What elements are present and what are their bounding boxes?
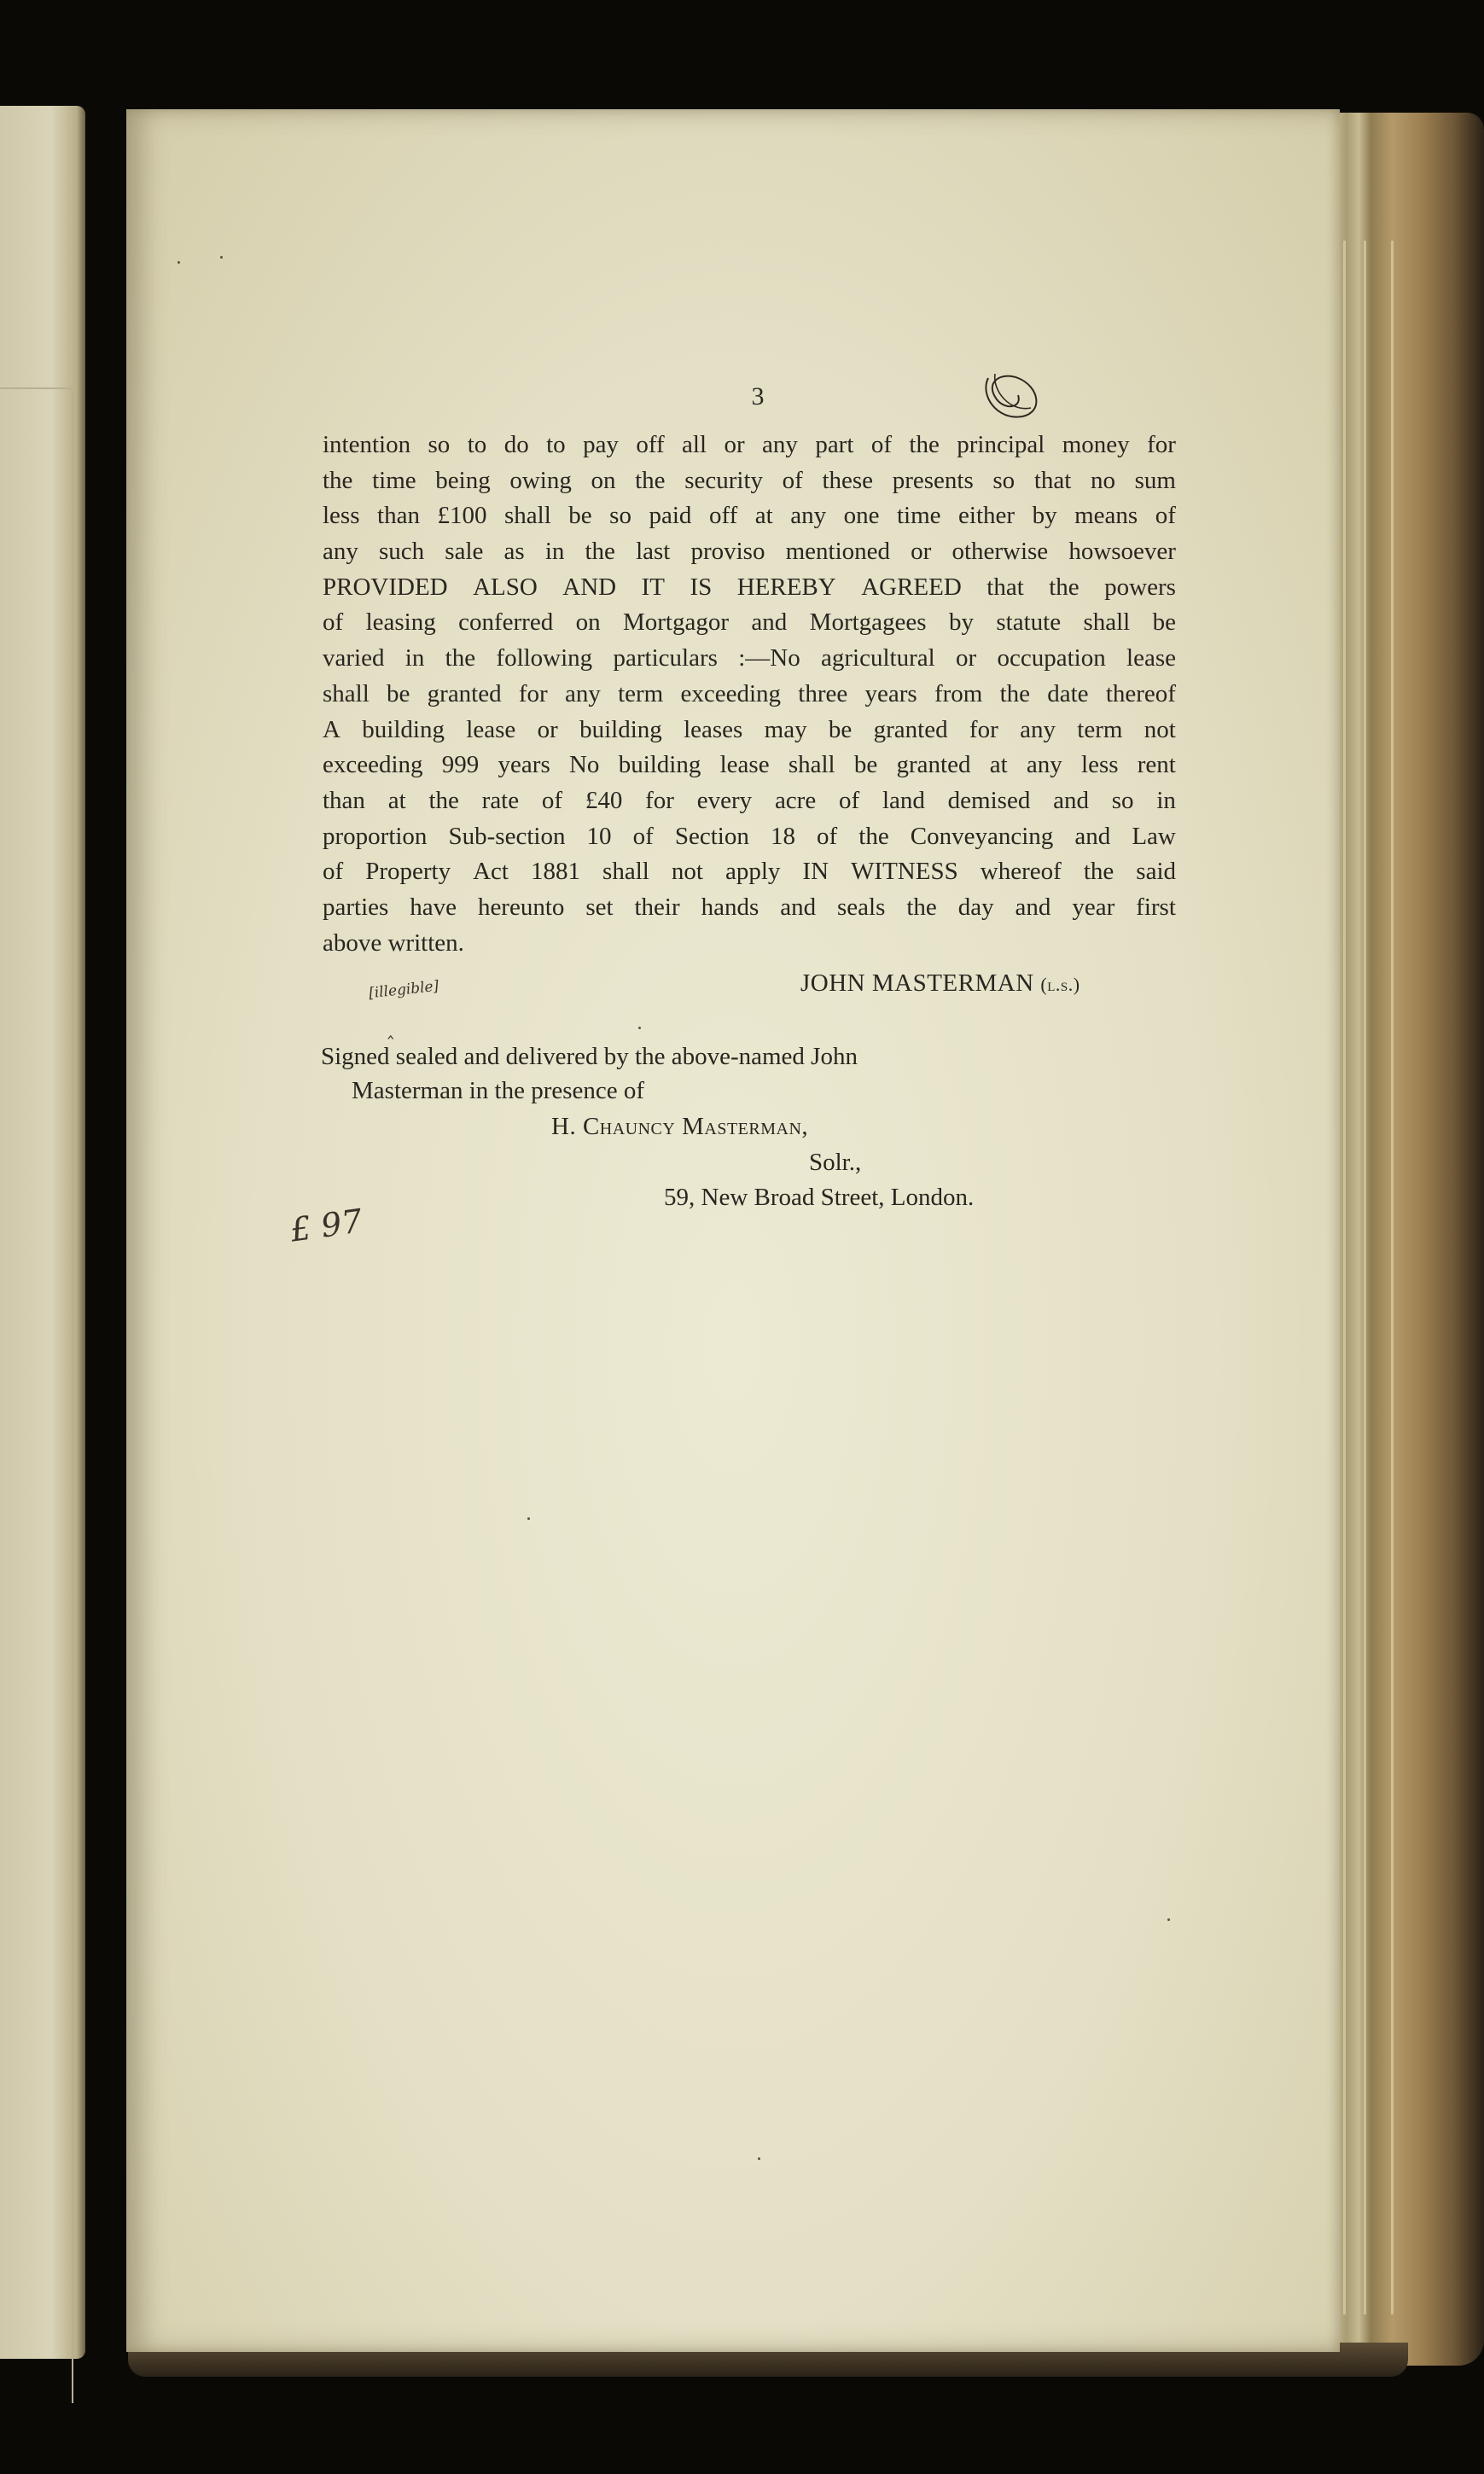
text-line (323, 428, 1176, 463)
word: AGREED (861, 573, 962, 601)
word: shall (503, 502, 551, 530)
attestation-line-1: Signed sealed and delivered by the above-named John (321, 1043, 858, 1070)
word: statute (996, 608, 1062, 637)
text-line (323, 605, 1176, 641)
word: than (323, 786, 365, 814)
word: lease (466, 715, 516, 743)
text-line (323, 570, 1176, 606)
word: off (636, 431, 665, 458)
word: any (1020, 715, 1056, 743)
facing-page-edge (0, 106, 85, 2359)
word: one (843, 502, 880, 530)
word: principal (957, 431, 1045, 458)
word: No (568, 751, 600, 779)
word: of (870, 431, 892, 458)
word: three (798, 679, 848, 707)
attestation-line-2: Masterman in the presence of (352, 1077, 645, 1104)
word: of (839, 786, 860, 814)
word: or (911, 538, 932, 566)
word: on (591, 466, 616, 494)
text-line (323, 783, 1176, 819)
word: for (969, 715, 998, 743)
word: for (1147, 431, 1176, 458)
word: any (564, 679, 601, 707)
word: varied (323, 644, 385, 672)
word: date (1047, 679, 1089, 707)
word: so (428, 431, 451, 458)
word: the (909, 431, 940, 458)
witness-name: H. Chauncy Masterman, (551, 1113, 809, 1140)
word: building (579, 715, 662, 743)
word: paid (649, 502, 692, 530)
word: of (632, 822, 654, 850)
word: so (992, 466, 1016, 494)
word: term (1077, 715, 1123, 743)
text-line (323, 463, 1176, 499)
word: so (609, 502, 631, 530)
word: pay (583, 431, 619, 458)
witness-role: Solr., (809, 1149, 862, 1176)
word: the (635, 466, 666, 494)
word: and (780, 893, 817, 921)
word: intention (323, 431, 411, 458)
word: in (404, 644, 425, 672)
word: rate (481, 786, 520, 814)
word: as (503, 538, 525, 566)
handwritten-interlineation: [illegible] (368, 977, 440, 1003)
word: exceeding (323, 751, 423, 779)
word: of (1155, 502, 1176, 530)
word: occupation (997, 644, 1106, 672)
word: proportion (323, 822, 428, 850)
word: land (882, 786, 925, 814)
word: the (1083, 858, 1114, 886)
word: either (958, 502, 1016, 530)
word: such (379, 538, 425, 566)
word: shall (323, 679, 370, 707)
insertion-caret-mark: ‸ (387, 1017, 394, 1039)
word: the (585, 538, 615, 566)
word: apply (725, 858, 781, 886)
word: powers (1104, 573, 1176, 601)
ink-flourish-mark (971, 361, 1056, 429)
word: no (1090, 466, 1115, 494)
word: and (1015, 893, 1051, 921)
word: AND (562, 573, 617, 601)
text-line (323, 819, 1176, 855)
word: the (999, 679, 1030, 707)
word: be (828, 715, 853, 743)
word: being (435, 466, 491, 494)
word: exceeding (680, 679, 782, 707)
word: rent (1137, 751, 1176, 779)
word: £40 (585, 786, 623, 814)
word: parties (323, 893, 389, 921)
word: set (585, 893, 614, 921)
word: that (986, 573, 1024, 601)
word: 1881 (531, 858, 581, 886)
word: Mortgagor (622, 608, 730, 637)
word: demised (947, 786, 1031, 814)
word: HEREBY (736, 573, 836, 601)
word: sale (445, 538, 484, 566)
word: day (957, 893, 994, 921)
word: at (989, 751, 1008, 779)
word: howsoever (1068, 538, 1176, 566)
stack-line (1343, 241, 1346, 2314)
word: all (682, 431, 707, 458)
word: the (906, 893, 937, 921)
word: money (1062, 431, 1130, 458)
word: granted (427, 679, 502, 707)
word: time (896, 502, 941, 530)
word: the (428, 786, 459, 814)
word: than (377, 502, 420, 530)
word: shall (788, 751, 835, 779)
word: said (1136, 858, 1176, 886)
word: hands (701, 893, 759, 921)
word: owing (509, 466, 572, 494)
document-page (126, 109, 1340, 2352)
word: any (790, 502, 827, 530)
word: IS (690, 573, 713, 601)
word: for (518, 679, 548, 707)
word: be (1152, 608, 1176, 637)
word: sum (1134, 466, 1176, 494)
word: Act (473, 858, 509, 886)
word: agricultural (821, 644, 935, 672)
word: proviso (690, 538, 765, 566)
word: time (372, 466, 416, 494)
signatory-line (800, 969, 1080, 998)
word: £100 (437, 502, 487, 530)
word: A (323, 715, 340, 743)
word: Law (1132, 822, 1176, 850)
word: at (754, 502, 773, 530)
word: years (498, 751, 550, 779)
word: Property (365, 858, 451, 886)
word: their (634, 893, 680, 921)
text-line: above written. (323, 928, 464, 957)
word: :—No (738, 644, 800, 672)
word: first (1136, 893, 1176, 921)
word: Mortgagees (809, 608, 927, 637)
word: leases (684, 715, 743, 743)
word: shall (602, 858, 649, 886)
word: whereof (980, 858, 1062, 886)
text-line (323, 498, 1176, 534)
word: and (1053, 786, 1089, 814)
word: 18 (770, 822, 795, 850)
seal-mark: (l.s.) (1040, 974, 1080, 995)
deed-body-text (323, 428, 1176, 961)
word: year (1072, 893, 1115, 921)
text-line (323, 713, 1176, 748)
word: part (815, 431, 854, 458)
word: any (762, 431, 798, 458)
word: these (822, 466, 874, 494)
word: not (671, 858, 703, 886)
stack-line (1391, 241, 1394, 2314)
word: conferred (458, 608, 554, 637)
word: not (1144, 715, 1176, 743)
word: be (387, 679, 410, 707)
word: 999 (441, 751, 480, 779)
word: building (618, 751, 701, 779)
page-stack-edge (1331, 113, 1484, 2366)
stack-line (1364, 241, 1366, 2314)
word: term (618, 679, 664, 707)
page-number: 3 (751, 382, 765, 410)
text-line (323, 641, 1176, 677)
word: Sub-section (448, 822, 566, 850)
word: thereof (1105, 679, 1176, 707)
word: the (858, 822, 889, 850)
text-line (323, 890, 1176, 926)
word: and (1074, 822, 1111, 850)
word: less (1081, 751, 1119, 779)
word: or (537, 715, 558, 743)
word: means (1074, 502, 1138, 530)
word: by (1032, 502, 1057, 530)
word: the (323, 466, 353, 494)
word: last (636, 538, 671, 566)
word: at (387, 786, 406, 814)
text-line (323, 534, 1176, 570)
word: of (323, 608, 344, 637)
word: 10 (586, 822, 612, 850)
word: lease (1126, 644, 1176, 672)
signatory-name: JOHN MASTERMAN (800, 969, 1034, 997)
word: ALSO (473, 573, 538, 601)
word: that (1033, 466, 1072, 494)
word: Section (674, 822, 749, 850)
word: building (362, 715, 445, 743)
word: to (546, 431, 566, 458)
word: from (934, 679, 983, 707)
word: leasing (365, 608, 436, 637)
word: hereunto (477, 893, 565, 921)
word: WITNESS (851, 858, 958, 886)
word: may (764, 715, 807, 743)
word: for (645, 786, 674, 814)
word: by (948, 608, 974, 637)
word: have (410, 893, 457, 921)
word: presents (892, 466, 974, 494)
text-line (323, 854, 1176, 890)
word: seals (837, 893, 886, 921)
word: of (817, 822, 838, 850)
word: off (708, 502, 738, 530)
word: be (853, 751, 878, 779)
word: in (1156, 786, 1176, 814)
word: every (696, 786, 753, 814)
word: do (503, 431, 529, 458)
word: less (323, 502, 360, 530)
word: or (724, 431, 745, 458)
word: of (782, 466, 803, 494)
handwritten-margin-note: £ 97 (288, 1202, 365, 1249)
text-line (323, 748, 1176, 783)
word: following (496, 644, 593, 672)
word: IT (641, 573, 665, 601)
word: IN (802, 858, 829, 886)
word: Conveyancing (910, 822, 1054, 850)
word: of (541, 786, 563, 814)
word: lease (719, 751, 770, 779)
text-line (323, 677, 1176, 713)
word: mentioned (785, 538, 891, 566)
word: security (684, 466, 764, 494)
facing-page-border (0, 387, 73, 2403)
word: any (1026, 751, 1062, 779)
word: acre (774, 786, 817, 814)
word: in (544, 538, 565, 566)
word: granted (873, 715, 948, 743)
word: PROVIDED (323, 573, 448, 601)
word: otherwise (952, 538, 1049, 566)
word: years (864, 679, 917, 707)
word: on (575, 608, 601, 637)
word: granted (896, 751, 971, 779)
word: so (1111, 786, 1134, 814)
word: particulars (613, 644, 718, 672)
word: be (568, 502, 592, 530)
word: of (323, 858, 344, 886)
word: the (445, 644, 476, 672)
witness-address: 59, New Broad Street, London. (664, 1184, 975, 1211)
word: and (751, 608, 788, 637)
word: the (1049, 573, 1080, 601)
word: shall (1083, 608, 1131, 637)
word: to (467, 431, 487, 458)
word: or (956, 644, 977, 672)
word: any (323, 538, 358, 566)
